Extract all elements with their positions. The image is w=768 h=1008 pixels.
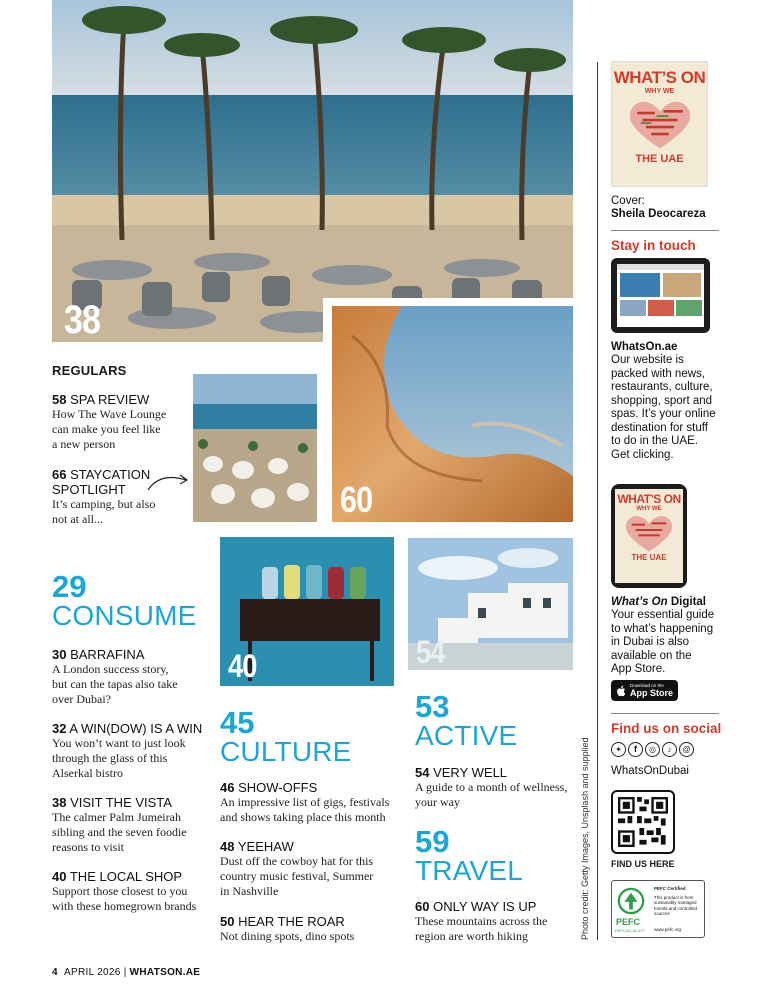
page-number: 4 <box>52 967 58 978</box>
toc-entry[interactable]: 30 BARRAFINA A London success story, but can the tapas also take over Dubai? <box>52 647 178 706</box>
threads-icon[interactable]: @ <box>679 742 694 757</box>
pefc-certified: PEFC Certified <box>654 886 686 891</box>
section-title: CULTURE <box>220 736 352 767</box>
photo-page-number: 60 <box>340 479 373 520</box>
sidebar-rule <box>611 713 719 714</box>
stay-in-touch-heading: Stay in touch <box>611 238 696 253</box>
app-store-label: App Store <box>630 688 674 698</box>
tablet-website-image <box>611 258 710 333</box>
curved-arrow-icon <box>146 470 192 494</box>
toc-entry[interactable]: 50 HEAR THE ROAR Not dining spots, dino spots <box>220 914 355 943</box>
cover-label: Cover: <box>611 195 645 207</box>
photo-page-number: 54 <box>416 634 445 670</box>
instagram-icon[interactable]: ◎ <box>645 742 660 757</box>
beach-restaurant-photo <box>52 0 573 342</box>
cover-tagline: WHY WE <box>644 88 675 95</box>
digital-title: What’s On Digital <box>611 596 706 608</box>
toc-entry[interactable]: 58 SPA REVIEW How The Wave Lounge can make you feel like a new person <box>52 392 167 451</box>
section-title: TRAVEL <box>415 855 524 886</box>
section-page-number: 59 <box>415 824 450 859</box>
phone-digital-image <box>611 484 687 588</box>
cover-masthead: WHAT’S ON <box>613 68 706 87</box>
qr-label: FIND US HERE <box>611 859 675 869</box>
photo-page-number: 40 <box>228 648 257 684</box>
toc-entry[interactable]: 46 SHOW-OFFS An impressive list of gigs, festivals and shows taking place this month <box>220 780 390 824</box>
section-page-number: 53 <box>415 689 450 724</box>
heart-icon <box>622 513 676 553</box>
facebook-icon[interactable]: f <box>628 742 643 757</box>
toc-entry[interactable]: 32 A WIN(DOW) IS A WIN You won’t want to just look through the glass of this Alserkal bistro <box>52 721 203 780</box>
white-resort-photo <box>408 538 573 670</box>
cover-photographer: Sheila Deocareza <box>611 208 706 220</box>
social-icons-row <box>611 742 694 757</box>
section-title: ACTIVE <box>415 720 518 751</box>
toc-entry[interactable]: 54 VERY WELL A guide to a month of wellness, your way <box>415 765 568 809</box>
phone-cover-subtitle: THE UAE <box>631 553 667 562</box>
twitter-icon[interactable]: ✦ <box>611 742 626 757</box>
pefc-code: PEFC/01-31-477 <box>615 928 646 933</box>
qr-code[interactable] <box>611 790 675 854</box>
toc-entry[interactable]: 40 THE LOCAL SHOP Support those closest to you with these homegrown brands <box>52 869 197 913</box>
cover-subtitle: THE UAE <box>635 153 684 165</box>
toc-entry[interactable]: 60 ONLY WAY IS UP These mountains across the region are worth hiking <box>415 899 548 943</box>
website-title[interactable]: WhatsOn.ae <box>611 341 678 353</box>
toc-entry[interactable]: 38 VISIT THE VISTA The calmer Palm Jumeirah sibling and the seven foodie reasons to visit <box>52 795 187 854</box>
phone-cover-tagline: WHY WE <box>636 506 662 512</box>
photo-credit: Photo credit: Getty Images, Unsplash and supplied <box>580 737 590 940</box>
toc-entry[interactable]: 48 YEEHAW Dust off the cowboy hat for this country music festival, Summer in Nashville <box>220 839 374 898</box>
toc-entry[interactable]: 66 STAYCATION SPOTLIGHT It’s camping, but also not at all... <box>52 467 156 526</box>
section-title: CONSUME <box>52 600 197 631</box>
glamping-domes-photo <box>193 374 317 522</box>
magazine-cover[interactable] <box>611 61 708 187</box>
social-heading: Find us on social <box>611 721 722 736</box>
regulars-heading: REGULARS <box>52 363 127 378</box>
social-handle[interactable]: WhatsOnDubai <box>611 765 689 777</box>
shelf-vases-photo <box>220 537 394 686</box>
section-page-number: 29 <box>52 569 87 604</box>
digital-description: Your essential guide to what’s happening in Dubai is also available on the App Store. <box>611 609 715 675</box>
issue-date: APRIL 2026 <box>64 967 121 978</box>
tiktok-icon[interactable]: ♪ <box>662 742 677 757</box>
photo-page-number: 38 <box>64 298 101 342</box>
phone-cover-masthead: WHAT’S ON <box>617 492 681 506</box>
heart-icon <box>625 97 695 151</box>
website-description: Our website is packed with news, restaurants, culture, shopping, sport and spas. It’s your online destination for stuff to do in the UAE. Get clicking. <box>611 354 716 461</box>
pefc-tree-icon <box>617 887 645 915</box>
pefc-certification-badge: PEFC PEFC/01-31-477 PEFC Certified This product is from sustainably managed forests and controlled sources www.pefc.org <box>611 880 705 938</box>
desert-rock-photo <box>332 306 573 522</box>
page-footer: 4 APRIL 2026 | WHATSON.AE <box>52 967 201 978</box>
pefc-name: PEFC <box>616 917 641 927</box>
app-store-small-text: Download on the <box>630 683 664 688</box>
qr-pattern-icon <box>618 797 668 847</box>
apple-icon <box>616 685 626 697</box>
footer-site[interactable]: WHATSON.AE <box>129 967 201 978</box>
app-store-button[interactable] <box>611 680 678 701</box>
section-page-number: 45 <box>220 705 255 740</box>
sidebar-rule <box>611 230 719 231</box>
sidebar-divider <box>597 62 598 940</box>
